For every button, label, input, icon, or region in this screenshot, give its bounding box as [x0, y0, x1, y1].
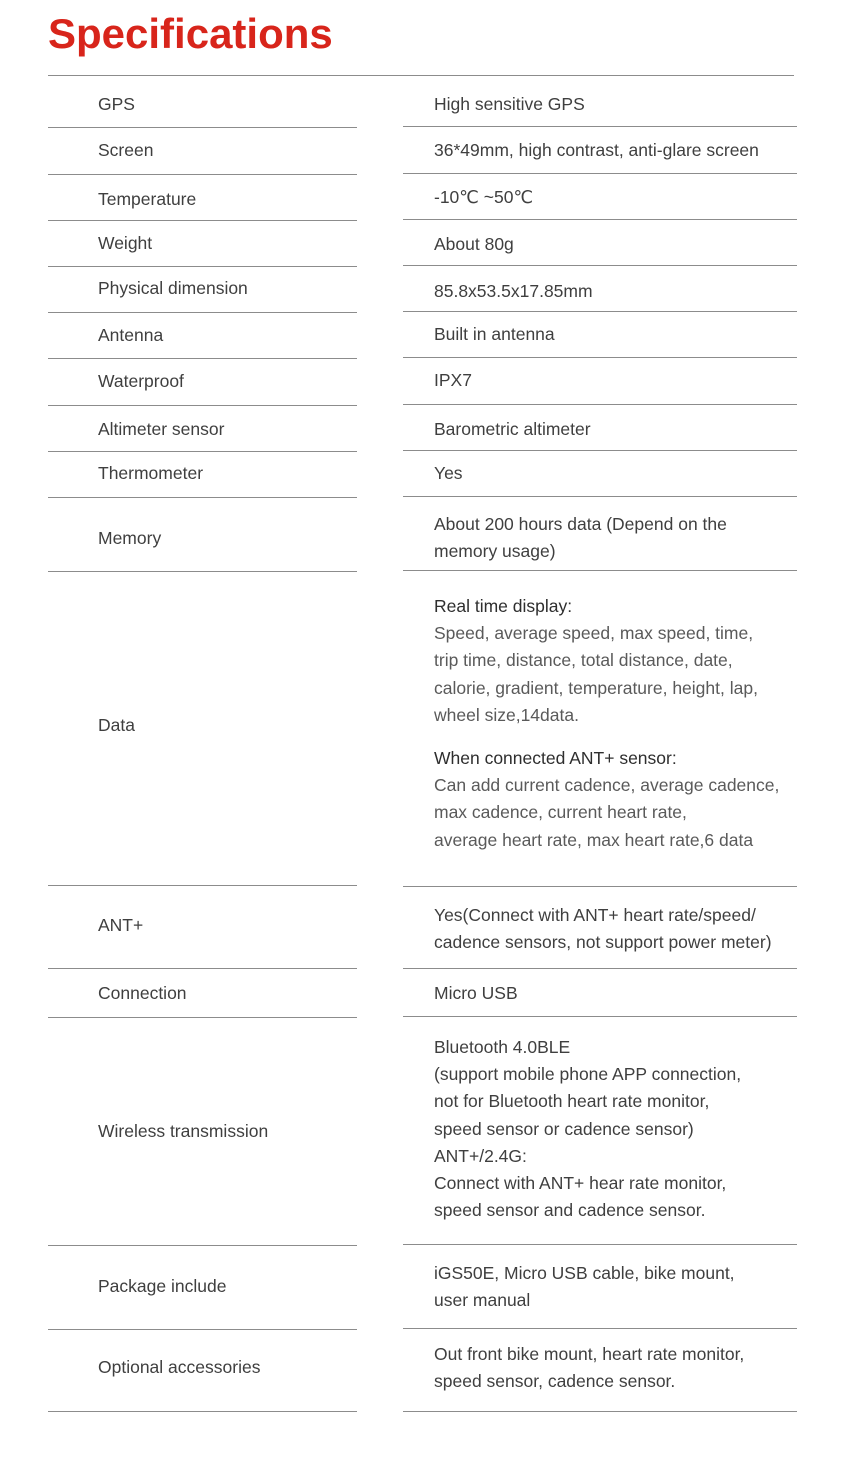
spec-value-line: wheel size,14data. [434, 704, 579, 725]
spec-label-altimeter-sensor: Altimeter sensor [98, 419, 225, 439]
row-divider-left [48, 1245, 357, 1246]
spec-value-line: Yes [434, 463, 463, 483]
spec-label-thermometer: Thermometer [98, 463, 204, 483]
row-divider-right [403, 450, 797, 451]
spec-label-screen: Screen [98, 140, 154, 160]
spec-value-line: speed sensor and cadence sensor. [434, 1200, 706, 1221]
spec-value-wireless-transmission [434, 1034, 814, 1224]
row-divider-right [403, 219, 797, 220]
row-divider-left [48, 571, 357, 572]
spec-label-package-include: Package include [98, 1276, 227, 1296]
spec-value-line: trip time, distance, total distance, date, [434, 650, 733, 671]
row-divider-left [48, 1017, 357, 1018]
spec-value-line: max cadence, current heart rate, [434, 802, 687, 823]
spec-value-line: memory usage) [434, 541, 556, 562]
spec-value-gps [434, 91, 814, 118]
spec-value-waterproof [434, 367, 814, 394]
spec-value-line: calorie, gradient, temperature, height, lap, [434, 677, 758, 698]
spec-value-line: user manual [434, 1290, 531, 1311]
spec-value-line: speed sensor or cadence sensor) [434, 1118, 694, 1139]
paragraph-gap [434, 729, 814, 745]
row-divider-left [48, 405, 357, 406]
spec-label-wireless-transmission: Wireless transmission [98, 1121, 269, 1141]
row-divider-right [403, 404, 797, 405]
spec-value-memory [434, 511, 814, 565]
spec-value-line: speed sensor, cadence sensor. [434, 1371, 676, 1392]
spec-value-line: IPX7 [434, 370, 472, 390]
spec-value-line: About 80g [434, 234, 514, 254]
row-divider-right [403, 496, 797, 497]
row-divider-left [48, 885, 357, 886]
spec-value-line: Connect with ANT+ hear rate monitor, [434, 1173, 727, 1194]
spec-label-waterproof: Waterproof [98, 371, 184, 391]
row-divider-left [48, 497, 357, 498]
spec-value-data [434, 593, 814, 854]
spec-value-line: Can add current cadence, average cadence, [434, 775, 780, 796]
row-divider-right [403, 265, 797, 266]
spec-value-line: 36*49mm, high contrast, anti-glare screen [434, 140, 759, 160]
spec-value-line: cadence sensors, not support power meter) [434, 932, 772, 953]
row-divider-left [48, 1411, 357, 1412]
spec-label-gps: GPS [98, 94, 135, 114]
row-divider-left [48, 312, 357, 313]
spec-value-line: Speed, average speed, max speed, time, [434, 623, 754, 644]
row-divider-left [48, 174, 357, 175]
row-divider-right [403, 968, 797, 969]
spec-value-line: Real time display: [434, 596, 573, 616]
spec-value-line: (support mobile phone APP connection, [434, 1064, 742, 1085]
spec-value-ant [434, 902, 814, 956]
spec-value-line: average heart rate, max heart rate,6 data [434, 829, 754, 850]
spec-value-screen [434, 137, 814, 164]
spec-value-line: Built in antenna [434, 324, 555, 344]
spec-value-optional-accessories [434, 1341, 814, 1395]
row-divider-right [403, 126, 797, 127]
row-divider-right [403, 173, 797, 174]
row-divider-left [48, 1329, 357, 1330]
spec-value-physical-dimension [434, 278, 814, 305]
spec-label-memory: Memory [98, 528, 162, 548]
row-divider-left [48, 127, 357, 128]
row-divider-right [403, 1411, 797, 1412]
spec-value-line: ANT+/2.4G: [434, 1145, 527, 1166]
spec-value-line: not for Bluetooth heart rate monitor, [434, 1091, 710, 1112]
row-divider-left [48, 266, 357, 267]
spec-value-connection [434, 980, 814, 1007]
row-divider-left [48, 220, 357, 221]
row-divider-right [403, 1244, 797, 1245]
row-divider-right [403, 357, 797, 358]
row-divider-left [48, 358, 357, 359]
spec-value-thermometer [434, 460, 814, 487]
spec-value-line: Out front bike mount, heart rate monitor, [434, 1344, 745, 1364]
spec-value-temperature [434, 184, 814, 211]
top-divider [48, 75, 794, 76]
page-title: Specifications [48, 10, 333, 57]
spec-value-antenna [434, 321, 814, 348]
row-divider-right [403, 1328, 797, 1329]
row-divider-right [403, 311, 797, 312]
spec-label-weight: Weight [98, 233, 153, 253]
spec-label-data: Data [98, 715, 135, 735]
spec-label-physical-dimension: Physical dimension [98, 278, 248, 298]
spec-value-altimeter-sensor [434, 416, 814, 443]
spec-label-optional-accessories: Optional accessories [98, 1357, 261, 1377]
spec-value-line: Bluetooth 4.0BLE [434, 1037, 571, 1057]
row-divider-right [403, 886, 797, 887]
spec-label-ant: ANT+ [98, 915, 144, 935]
spec-label-connection: Connection [98, 983, 187, 1003]
spec-value-line: iGS50E, Micro USB cable, bike mount, [434, 1263, 735, 1283]
row-divider-left [48, 451, 357, 452]
spec-value-line: Barometric altimeter [434, 419, 591, 439]
spec-value-line: 85.8x53.5x17.85mm [434, 281, 593, 301]
spec-value-weight [434, 231, 814, 258]
spec-value-package-include [434, 1260, 814, 1314]
spec-value-line: Yes(Connect with ANT+ heart rate/speed/ [434, 905, 756, 925]
spec-label-temperature: Temperature [98, 189, 197, 209]
spec-value-line: High sensitive GPS [434, 94, 585, 114]
row-divider-right [403, 1016, 797, 1017]
spec-value-line: -10℃ ~50℃ [434, 187, 534, 207]
spec-value-line: When connected ANT+ sensor: [434, 748, 677, 769]
spec-value-line: Micro USB [434, 983, 518, 1003]
row-divider-left [48, 968, 357, 969]
row-divider-right [403, 570, 797, 571]
spec-value-line: About 200 hours data (Depend on the [434, 514, 727, 534]
spec-label-antenna: Antenna [98, 325, 164, 345]
